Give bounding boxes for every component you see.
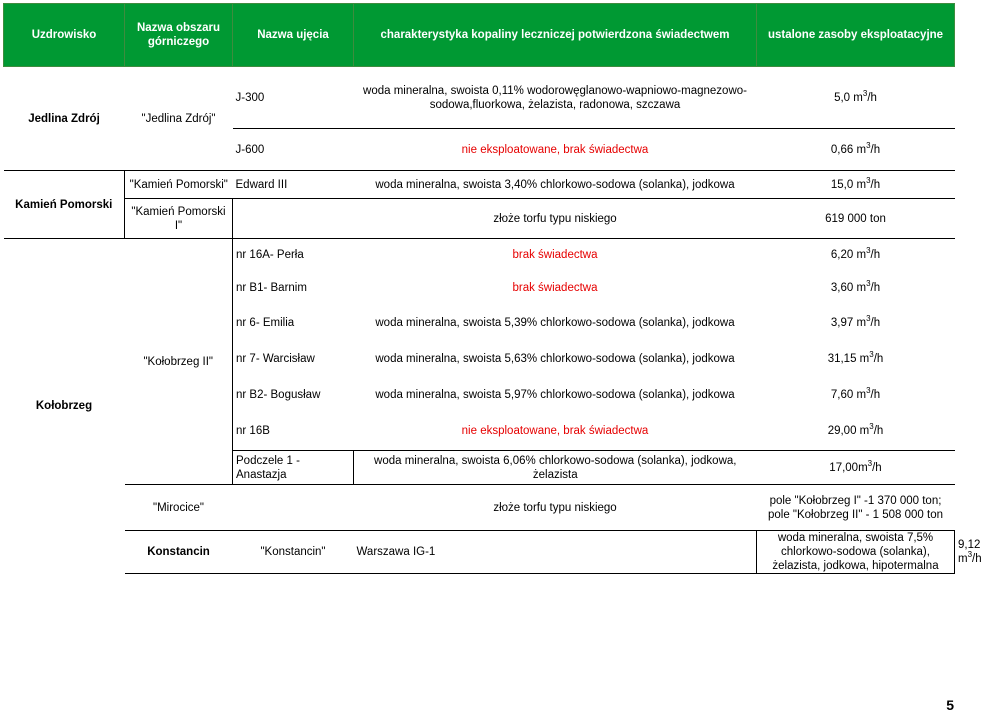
resource-cell: 3,97 $m^3/h$ [830, 313, 881, 329]
resource-cell: 3,60 $m^3/h$ [830, 278, 881, 294]
area-jedlina: "Jedlina Zdrój" [125, 67, 233, 171]
resource-cell: 619 000 ton [757, 199, 955, 239]
header-resources: ustalone zasoby eksploatacyjne [757, 4, 955, 67]
desc-cell: brak świadectwa [512, 281, 598, 294]
resort-kolobrzeg: Kołobrzeg [35, 400, 93, 413]
resource-cell: 29,00 $m^3/h$ [827, 422, 884, 438]
intake-cell: Edward III [235, 178, 288, 191]
resource-cell: 15,0 $m^3/h$ [830, 175, 881, 191]
intake-cell: nr 7- Warcisław [233, 341, 354, 377]
intake-cell: nr 16B [233, 413, 354, 451]
desc-cell: woda mineralna, swoista 5,39% chlorkowo-sodowa (solanka), jodkowa [375, 316, 735, 329]
resort-jedlina: Jedlina Zdrój [4, 67, 125, 171]
area-kolobrzeg: "Kołobrzeg II" [143, 355, 214, 368]
desc-cell: woda mineralna, swoista 7,5% chlorkowo-sodowa (solanka), żelazista, jodkowa, hipotermalna [757, 531, 955, 574]
table-row [4, 67, 955, 129]
intake-cell: nr B2- Bogusław [233, 377, 354, 413]
header-mining-area: Nazwa obszaru górniczego [125, 4, 233, 67]
resource-cell: 0,66 $m^3/h$ [757, 129, 955, 171]
resort-kamien: Kamień Pomorski [4, 171, 125, 239]
intake-cell: J-600 [233, 129, 354, 171]
table-row [4, 485, 955, 531]
area-cell: "Konstancin" [233, 531, 354, 574]
area-cell: "Kamień Pomorski" [129, 178, 228, 191]
area-cell: "Kamień Pomorski I" [125, 199, 233, 239]
header-resort: Uzdrowisko [4, 4, 125, 67]
header-row [4, 4, 955, 67]
resource-cell: 7,60 $m^3/h$ [830, 385, 881, 401]
resort-konstancin: Konstancin [125, 531, 233, 574]
desc-cell: nie eksploatowane, brak świadectwa [461, 425, 649, 438]
desc-cell: woda mineralna, swoista 5,97% chlorkowo-sodowa (solanka), jodkowa [375, 388, 735, 401]
intake-cell [233, 199, 354, 239]
intake-cell [233, 485, 354, 531]
table-row [4, 171, 955, 199]
header-characteristics: charakterystyka kopaliny leczniczej potwierdzona świadectwem [354, 4, 757, 67]
desc-cell: woda mineralna, swoista 5,63% chlorkowo-sodowa (solanka), jodkowa [375, 352, 735, 365]
desc-cell: woda mineralna, swoista 6,06% chlorkowo-sodowa (solanka), jodkowa, żelazista [354, 451, 757, 485]
resource-cell: $17,00m^3/h$ [757, 451, 955, 485]
table-row [4, 199, 955, 239]
desc-cell: złoże torfu typu niskiego [354, 485, 757, 531]
page-number: 5 [946, 697, 954, 713]
intake-cell: Podczele 1 - Anastazja [233, 451, 354, 485]
resource-cell: 5,0 $m^3/h$ [834, 88, 877, 104]
table-row: Konstancin "Konstancin" Warszawa IG-1 woda mineralna, swoista 7,5% chlorkowo-sodowa (solanka), żelazista, jodkowa, hipotermalna 9,12 $m^3/h$ [4, 531, 955, 574]
desc-cell: woda mineralna, swoista 0,11% wodorowęglanowo-wapniowo-magnezowo-sodowa,fluorkowa, żelazista, radonowa, szczawa [363, 84, 747, 111]
desc-cell: woda mineralna, swoista 3,40% chlorkowo-sodowa (solanka), jodkowa [375, 178, 735, 191]
intake-cell: nr B1- Barnim [233, 271, 354, 305]
header-intake: Nazwa ujęcia [233, 4, 354, 67]
resource-cell: 6,20 $m^3/h$ [830, 245, 881, 261]
area-cell: "Mirocice" [125, 485, 233, 531]
intake-cell: Warszawa IG-1 [354, 531, 757, 574]
resources-table [3, 3, 982, 574]
intake-cell: nr 16A- Perła [233, 239, 354, 271]
desc-cell: złoże torfu typu niskiego [354, 199, 757, 239]
intake-cell: J-300 [235, 91, 265, 104]
table-row [4, 239, 955, 271]
desc-cell: nie eksploatowane, brak świadectwa [354, 129, 757, 171]
desc-cell: brak świadectwa [512, 248, 598, 261]
intake-cell: nr 6- Emilia [233, 305, 354, 341]
resource-cell: 31,15 $m^3/h$ [827, 349, 884, 365]
resource-cell: pole "Kołobrzeg I" -1 370 000 ton; pole "Kołobrzeg II" - 1 508 000 ton [757, 485, 955, 531]
